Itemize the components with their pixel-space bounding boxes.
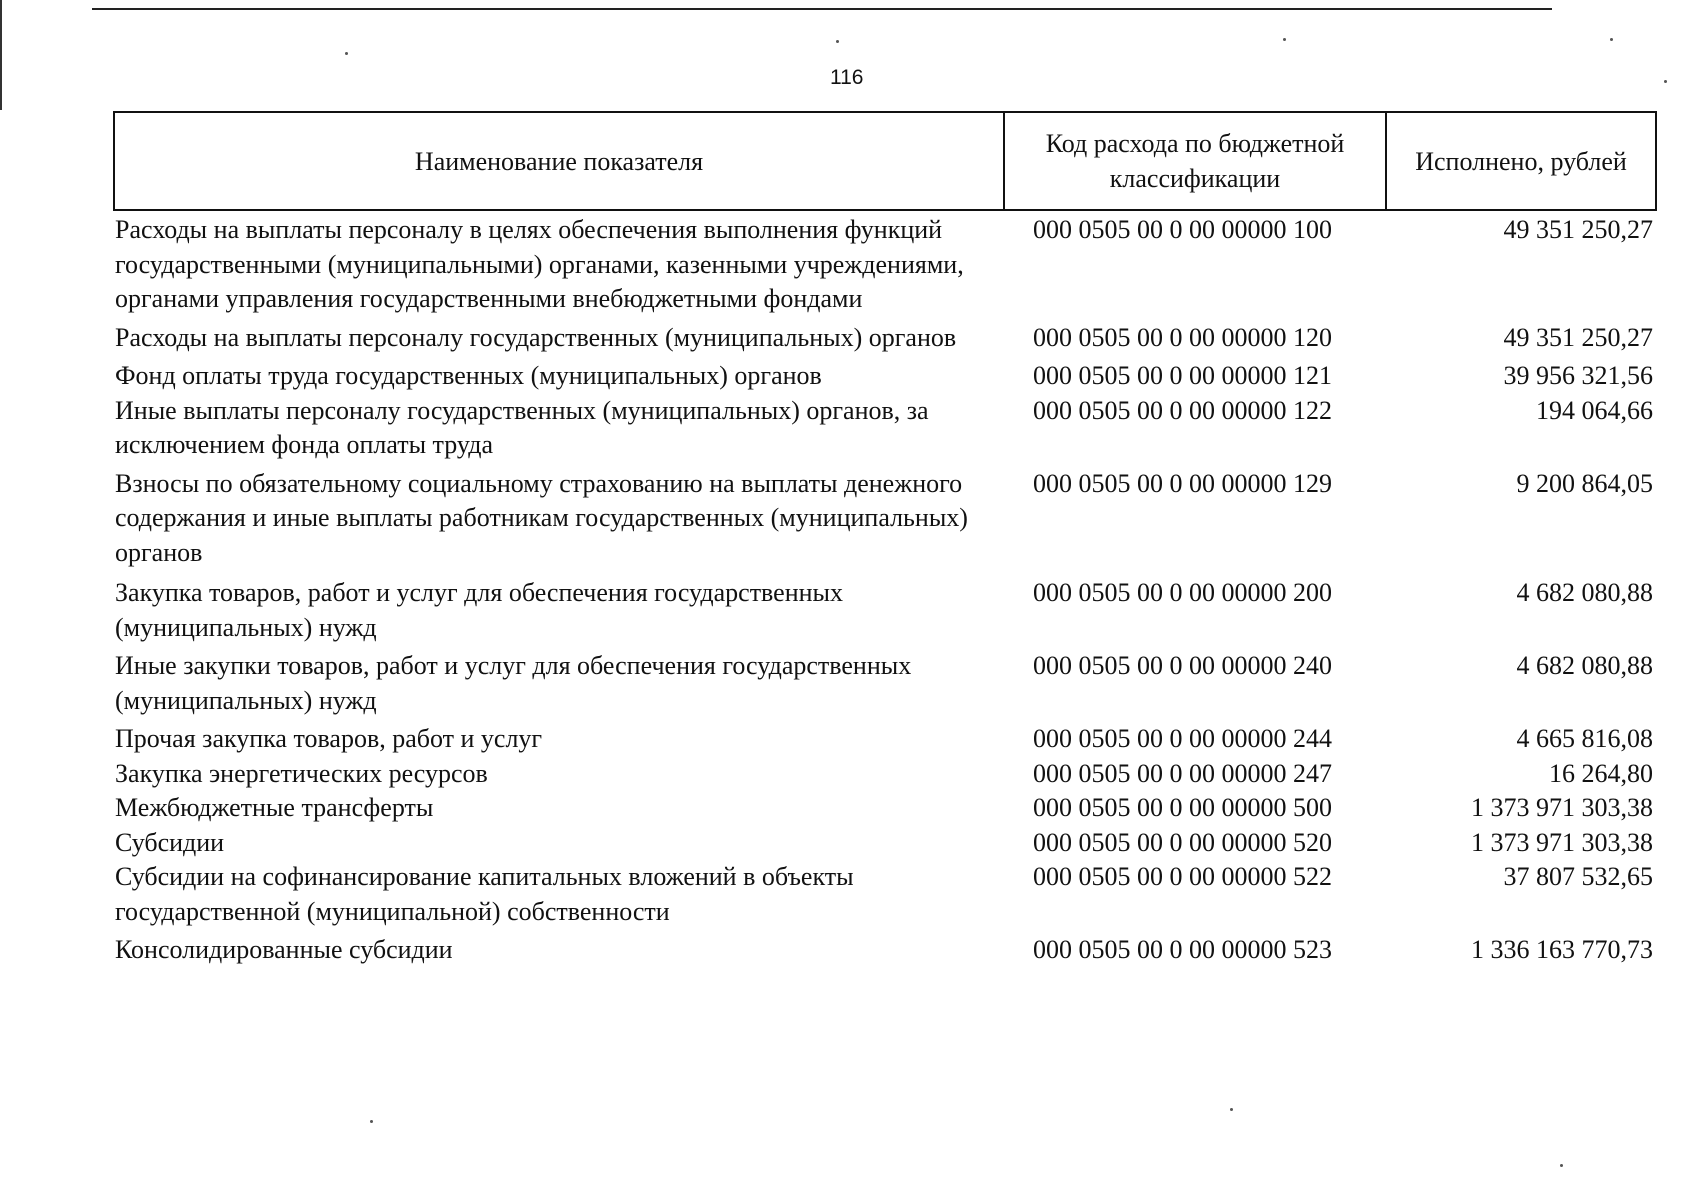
row-amount: 16 264,80 [1549,758,1653,788]
scan-speck [345,52,348,55]
table-row [113,467,1657,571]
scan-speck [1610,38,1613,41]
row-code: 000 0505 00 0 00 00000 247 [1033,758,1332,788]
row-code: 000 0505 00 0 00 00000 240 [1033,651,1332,680]
scan-speck [1664,80,1667,83]
scan-speck [1283,38,1286,41]
row-code: 000 0505 00 0 00 00000 121 [1033,361,1332,390]
row-code: 000 0505 00 0 00 00000 523 [1033,935,1332,964]
row-name: Субсидии [115,827,225,857]
row-amount: 49 351 250,27 [1503,322,1653,352]
table-row [113,860,1657,929]
scan-speck [1560,1164,1563,1167]
table-row [113,933,1657,968]
row-amount: 4 665 816,08 [1516,724,1653,753]
row-name: Закупка энергетических ресурсов [115,758,488,788]
row-code: 000 0505 00 0 00 00000 522 [1033,862,1332,891]
table-row [113,213,1657,317]
table-row [113,576,1657,645]
row-name: Субсидии на софинансирование капитальных вложений в объекты государственной (муниципальной) собственности [115,862,854,926]
row-code: 000 0505 00 0 00 00000 200 [1033,578,1332,607]
row-name: Иные закупки товаров, работ и услуг для обеспечения государственных (муниципальных) нужд [115,651,912,715]
row-code: 000 0505 00 0 00 00000 120 [1033,322,1332,352]
table-row [113,757,1657,792]
table-row [113,826,1657,861]
table-row [113,359,1657,394]
table-header [113,111,1657,211]
row-amount: 4 682 080,88 [1516,651,1653,680]
row-name: Расходы на выплаты персоналу в целях обеспечения выполнения функций государственными (муниципальными) органами, казенными учреждениями, органами управления государственными внебюджетными фондами [115,215,964,313]
table-body [113,213,1657,968]
page-number: 116 [830,66,864,89]
row-name: Консолидированные субсидии [115,935,453,964]
row-amount: 1 373 971 303,38 [1471,827,1653,857]
scan-border-left [0,0,2,110]
row-name: Иные выплаты персоналу государственных (муниципальных) органов, за исключением фонда оплаты труда [115,395,929,459]
table-row [113,791,1657,826]
row-amount: 37 807 532,65 [1503,862,1653,891]
scan-speck [370,1120,373,1123]
header-name: Наименование показателя [115,113,1005,209]
row-name: Фонд оплаты труда государственных (муниципальных) органов [115,361,822,390]
row-name: Межбюджетные трансферты [115,793,434,822]
row-amount: 9 200 864,05 [1516,468,1653,498]
row-amount: 1 336 163 770,73 [1471,935,1653,964]
row-name: Взносы по обязательному социальному страхованию на выплаты денежного содержания и иные выплаты работникам государственных (муниципальных) органов [115,468,968,567]
table-row [113,321,1657,356]
scan-speck [836,40,839,43]
row-amount: 39 956 321,56 [1503,361,1653,390]
scan-border-top [92,8,1552,10]
table-row [113,394,1657,463]
row-name: Закупка товаров, работ и услуг для обеспечения государственных (муниципальных) нужд [115,578,844,642]
table-row [113,649,1657,718]
row-name: Прочая закупка товаров, работ и услуг [115,724,543,753]
row-code: 000 0505 00 0 00 00000 122 [1033,395,1332,425]
row-code: 000 0505 00 0 00 00000 500 [1033,793,1332,822]
row-name: Расходы на выплаты персоналу государственных (муниципальных) органов [115,322,957,352]
row-amount: 4 682 080,88 [1516,578,1653,607]
row-amount: 194 064,66 [1536,395,1653,425]
row-code: 000 0505 00 0 00 00000 100 [1033,215,1332,244]
row-code: 000 0505 00 0 00 00000 129 [1033,468,1332,498]
row-amount: 1 373 971 303,38 [1471,793,1653,822]
scan-speck [1230,1108,1233,1111]
table-row [113,722,1657,757]
row-code: 000 0505 00 0 00 00000 244 [1033,724,1332,753]
header-amount: Исполнено, рублей [1415,146,1627,176]
row-amount: 49 351 250,27 [1503,215,1653,244]
row-code: 000 0505 00 0 00 00000 520 [1033,827,1332,857]
header-code: Код расхода по бюджетной классификации [1005,113,1387,209]
